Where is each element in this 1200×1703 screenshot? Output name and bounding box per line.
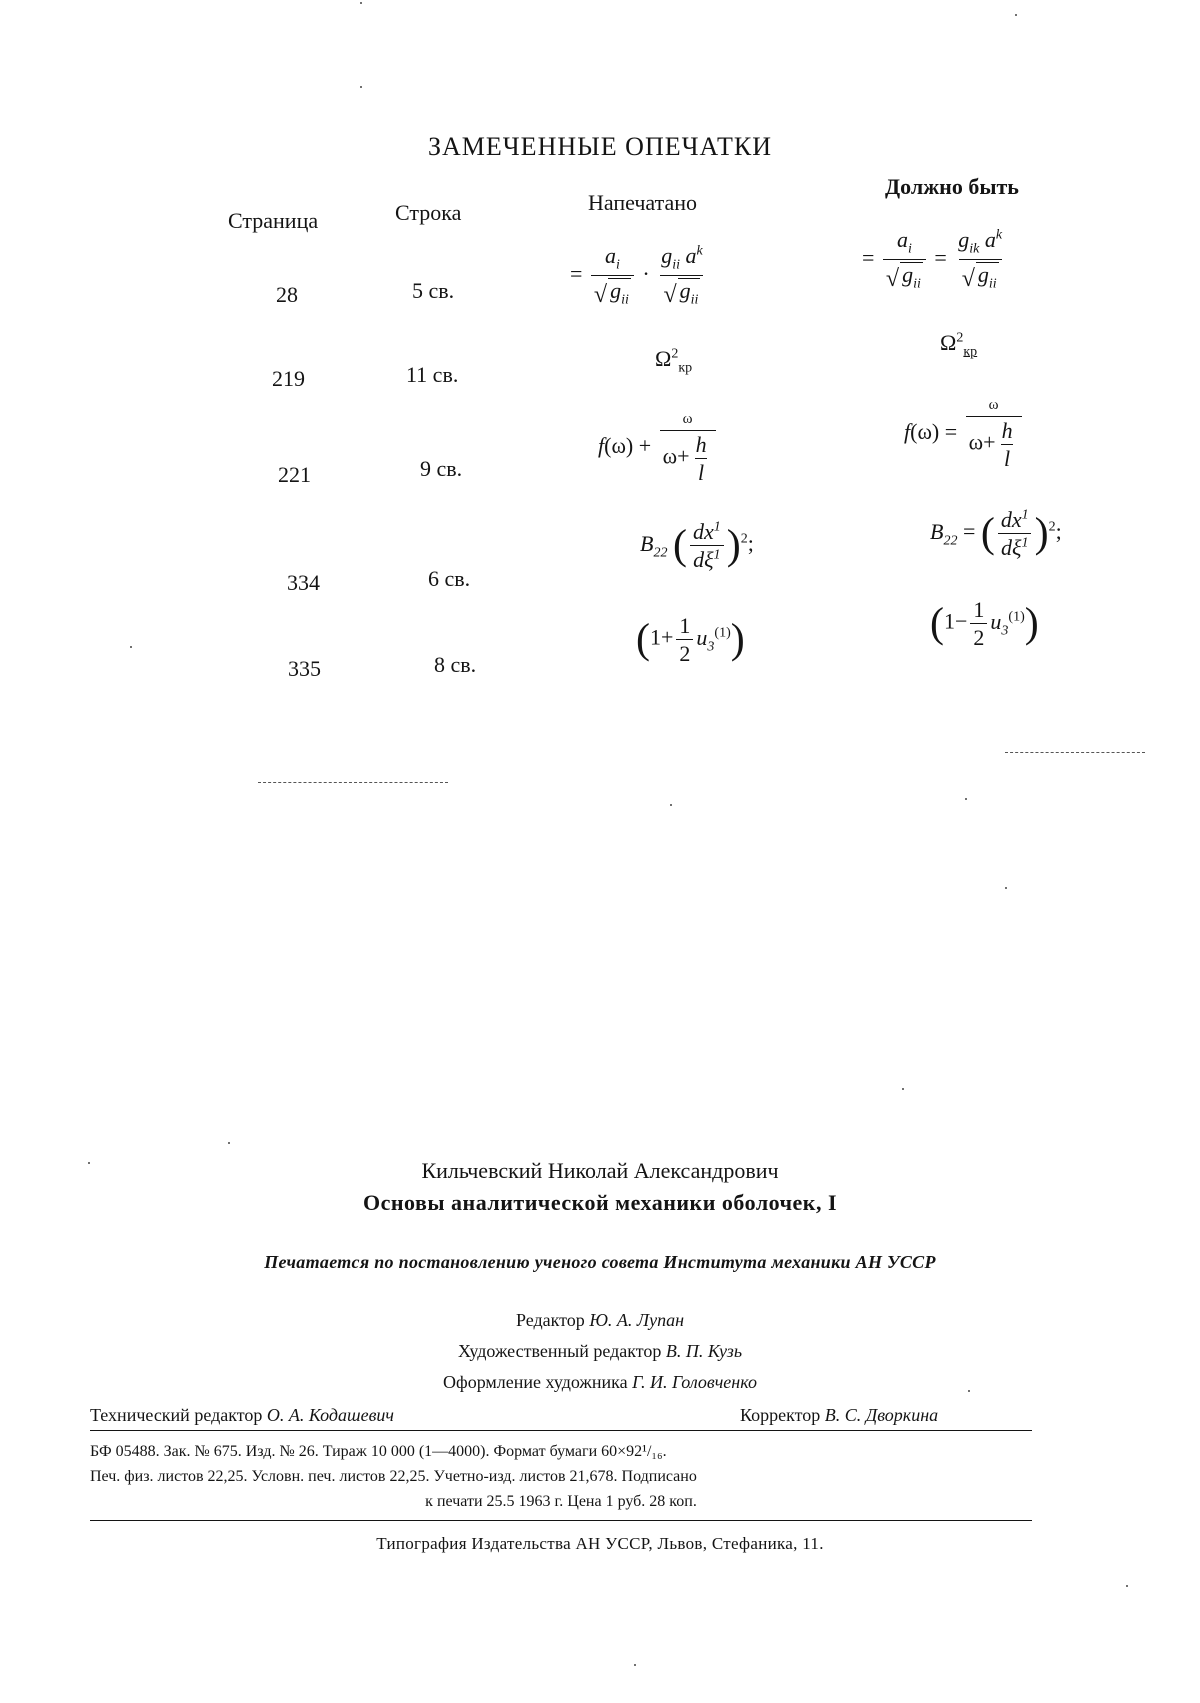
separator-dash-left xyxy=(258,782,448,783)
row-1-printed-formula: = $a_i$ √ $g_{ii}$ · $g_{ii}$ $a^k$ √ $g_{ii}$ xyxy=(570,243,703,308)
editor-name: Ю. А. Лупан xyxy=(589,1310,684,1330)
proofreader xyxy=(740,1405,938,1426)
row-1-correct-formula: = $a_i$ √ $g_{ii}$ = $g_{ik}$ $a^k$ √ $g_{ii}$ xyxy=(862,227,1003,292)
editor-line xyxy=(0,1310,1200,1331)
design-line xyxy=(0,1372,1200,1393)
row-1-line: 5 св. xyxy=(412,278,455,303)
editor-label: Редактор xyxy=(516,1310,585,1330)
speck xyxy=(360,86,362,88)
art-editor-name: В. П. Кузь xyxy=(665,1341,743,1361)
proofreader-label: Корректор xyxy=(740,1405,821,1425)
separator-dash-right xyxy=(1005,752,1145,753)
author-name: Кильчевский Николай Александрович xyxy=(421,1158,779,1183)
speck xyxy=(1005,887,1007,889)
errata-title: ЗАМЕЧЕННЫЕ ОПЕЧАТКИ xyxy=(427,132,772,161)
row-2-correct-formula: $\Omega^2_{кр}$ xyxy=(940,330,978,360)
row-5-printed-formula: (1+ $\frac{1}{2}$ $u_3^{(1)}$) xyxy=(636,613,745,667)
tech-editor-label: Технический редактор xyxy=(90,1405,263,1425)
art-editor-label: Художественный редактор xyxy=(457,1341,662,1361)
row-3-page: 221 xyxy=(278,462,311,487)
row-2-page: 219 xyxy=(272,366,305,391)
speck xyxy=(130,646,132,648)
speck xyxy=(1015,14,1017,16)
pub-details-line-1: БФ 05488. Зак. № 675. Изд. № 26. Тираж 10 000 (1—4000). Формат бумаги 60×92¹/₁₆. xyxy=(90,1443,667,1460)
header-correct: Должно быть xyxy=(885,174,1019,199)
row-4-line: 6 св. xyxy=(428,566,471,591)
row-2-line: 11 св. xyxy=(406,362,459,387)
speck xyxy=(965,798,967,800)
speck xyxy=(634,1664,636,1666)
book-title: Основы аналитической механики оболочек, I xyxy=(362,1190,838,1215)
row-4-printed-formula: $B_{22}$ ( $\frac{dx^1}{d\xi^1}$ )$^2$; xyxy=(640,519,754,573)
row-5-line: 8 св. xyxy=(434,652,477,677)
header-line: Строка xyxy=(395,200,462,225)
rule-top xyxy=(90,1430,1032,1431)
tech-editor-name: О. А. Кодашевич xyxy=(266,1405,394,1425)
row-4-page: 334 xyxy=(287,570,320,595)
speck xyxy=(360,2,362,4)
pub-details-line-2: Печ. физ. листов 22,25. Условн. печ. листов 22,25. Учетно-изд. листов 21,678. Подписано xyxy=(90,1468,697,1485)
art-editor-line xyxy=(0,1341,1200,1362)
speck xyxy=(1126,1585,1128,1587)
proofreader-name: В. С. Дворкина xyxy=(824,1405,939,1425)
header-printed: Напечатано xyxy=(588,190,698,215)
design-label: Оформление художника xyxy=(443,1372,628,1392)
pub-details-line-3: к печати 25.5 1963 г. Цена 1 руб. 28 коп. xyxy=(425,1493,697,1510)
row-3-correct-formula: f(ω) = ω ω+ $\frac{h}{l}$ xyxy=(904,398,1025,470)
tech-editor xyxy=(90,1405,394,1426)
row-3-printed-formula: f(ω) + ω ω+ $\frac{h}{l}$ xyxy=(598,412,719,484)
printer-line: Типография Издательства АН УССР, Львов, Стефаника, 11. xyxy=(376,1534,824,1553)
header-page: Страница xyxy=(228,208,319,233)
design-name: Г. И. Головченко xyxy=(632,1372,757,1392)
row-5-page: 335 xyxy=(288,656,321,681)
row-4-correct-formula: $B_{22}$ = ( $\frac{dx^1}{d\xi^1}$ )$^2$; xyxy=(930,507,1062,561)
row-3-line: 9 св. xyxy=(420,456,463,481)
publication-note: Печатается по постановлению ученого совета Института механики АН УССР xyxy=(264,1252,936,1272)
speck xyxy=(670,804,672,806)
row-2-printed-formula: $\Omega^2_{кр}$ xyxy=(655,346,693,376)
speck xyxy=(228,1142,230,1144)
rule-bottom xyxy=(90,1520,1032,1521)
speck xyxy=(902,1088,904,1090)
row-1-page: 28 xyxy=(276,282,298,307)
row-5-correct-formula: (1− $\frac{1}{2}$ $u_3^{(1)}$) xyxy=(930,597,1039,651)
